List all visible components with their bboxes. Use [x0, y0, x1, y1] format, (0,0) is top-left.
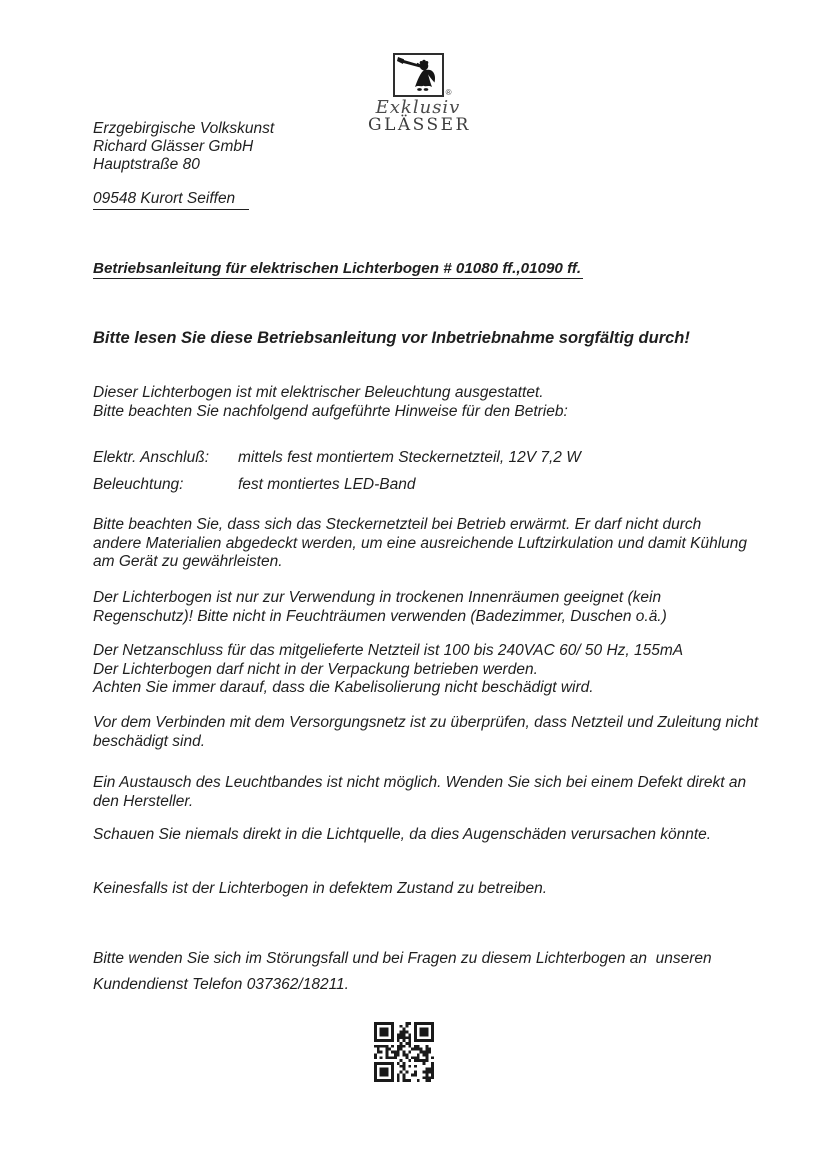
sender-city-text: 09548 Kurort Seiffen	[93, 190, 249, 210]
body-paragraph	[93, 774, 746, 811]
spec-value: mittels fest montiertem Steckernetzteil, 12V 7,2 W	[238, 449, 581, 466]
body-paragraph	[93, 714, 758, 751]
body-line: Kundendienst Telefon 037362/18211.	[93, 976, 349, 993]
body-line: Achten Sie immer darauf, dass die Kabelisolierung nicht beschädigt wird.	[93, 679, 594, 696]
spec-row-electrical	[93, 449, 581, 467]
intro-block	[93, 384, 568, 421]
spec-table	[93, 449, 581, 503]
body-paragraph	[93, 516, 747, 572]
document-title-text: Betriebsanleitung für elektrischen Lichterbogen # 01080 ff.,01090 ff.	[93, 260, 582, 277]
body-line: andere Materialien abgedeckt werden, um eine ausreichende Luftzirkulation und damit Kühlung	[93, 534, 747, 552]
body-line: Der Netzanschluss für das mitgelieferte Netzteil ist 100 bis 240VAC 60/ 50 Hz, 155mA	[93, 642, 684, 659]
brand-wordmark: GLÄSSER	[368, 115, 471, 135]
sender-city-line	[93, 190, 249, 210]
qr-code	[373, 1022, 435, 1082]
service-contact-paragraph	[93, 946, 712, 998]
body-line: Vor dem Verbinden mit dem Versorgungsnetz ist zu überprüfen, dass Netzteil und Zuleitung nicht	[93, 714, 759, 731]
spec-label: Beleuchtung:	[93, 476, 184, 493]
document-title	[93, 260, 583, 279]
body-line: Der Lichterbogen ist nur zur Verwendung in trockenen Innenräumen geeignet (kein	[93, 589, 662, 606]
body-line: Bitte wenden Sie sich im Störungsfall und bei Fragen zu diesem Lichterbogen an unseren	[93, 950, 712, 967]
read-before-use-notice: Bitte lesen Sie diese Betriebsanleitung vor Inbetriebnahme sorgfältig durch!	[93, 329, 690, 347]
brand-logo	[368, 53, 471, 135]
body-paragraph	[93, 642, 683, 698]
body-line: Schauen Sie niemals direkt in die Lichtquelle, da dies Augenschäden verursachen könnte.	[93, 826, 712, 843]
spec-value: fest montiertes LED-Band	[238, 476, 416, 493]
intro-line: Dieser Lichterbogen ist mit elektrischer Beleuchtung ausgestattet.	[93, 384, 544, 401]
registered-trademark-mark: ®	[445, 88, 452, 97]
body-paragraph	[93, 880, 547, 899]
spec-row-lighting	[93, 476, 581, 494]
brand-script-text: Exklusiv	[375, 97, 461, 118]
intro-line: Bitte beachten Sie nachfolgend aufgeführte Hinweise für den Betrieb:	[93, 402, 568, 420]
body-paragraph	[93, 826, 711, 845]
body-line: Regenschutz)! Bitte nicht in Feuchträumen verwenden (Badezimmer, Duschen o.ä.)	[93, 607, 667, 625]
sender-address-block	[93, 120, 274, 174]
angel-trumpeter-icon	[393, 53, 452, 97]
sender-company-line: Erzgebirgische Volkskunst	[93, 120, 275, 137]
body-line: Bitte beachten Sie, dass sich das Steckernetzteil bei Betrieb erwärmt. Er darf nicht durch	[93, 516, 702, 533]
body-line: Der Lichterbogen darf nicht in der Verpackung betrieben werden.	[93, 660, 538, 678]
sender-name-line: Richard Glässer GmbH	[93, 138, 254, 155]
body-line: Keinesfalls ist der Lichterbogen in defektem Zustand zu betreiben.	[93, 880, 548, 897]
body-paragraph	[93, 589, 667, 626]
spec-label: Elektr. Anschluß:	[93, 449, 210, 466]
body-line: Ein Austausch des Leuchtbandes ist nicht möglich. Wenden Sie sich bei einem Defekt direkt an	[93, 774, 747, 791]
sender-street-line: Hauptstraße 80	[93, 156, 200, 173]
body-line: am Gerät zu gewährleisten.	[93, 553, 283, 570]
body-line: beschädigt sind.	[93, 732, 206, 750]
body-line: den Hersteller.	[93, 792, 194, 810]
